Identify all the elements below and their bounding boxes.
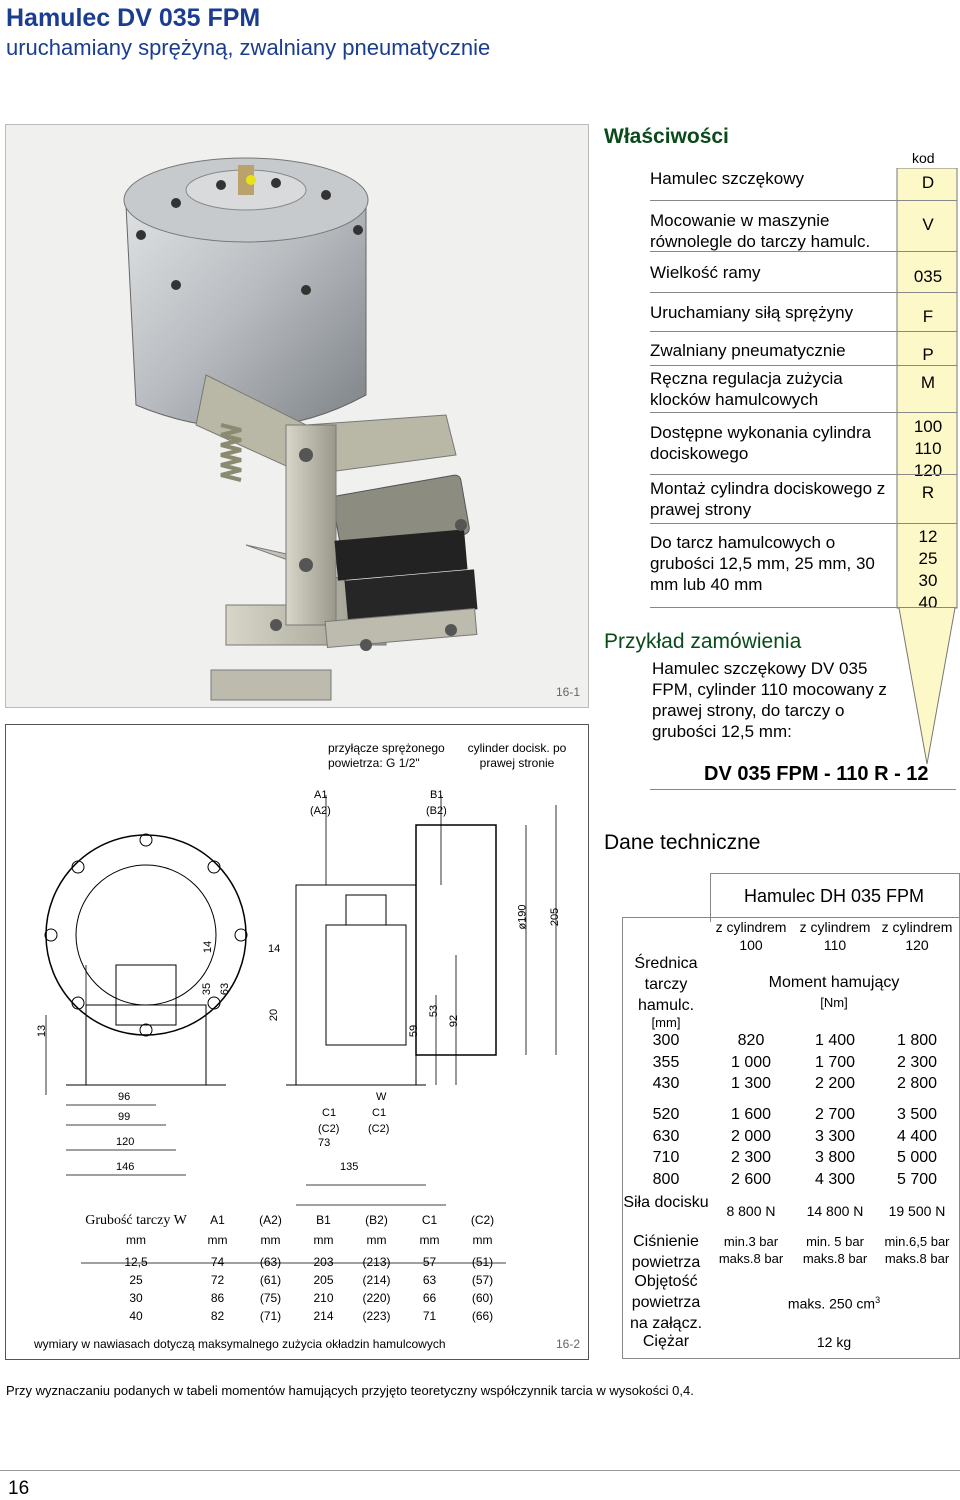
moment-value: 2 300 bbox=[730, 1149, 772, 1166]
tech-table-title: Hamulec DH 035 FPM bbox=[743, 886, 925, 906]
dimension-row bbox=[81, 1289, 511, 1307]
order-text: Hamulec szczękowy DV 035 FPM, cylinder 110 mocowany z prawej strony, do tarczy o grubości 12,5 mm: bbox=[652, 659, 887, 741]
dim-unit: mm bbox=[366, 1233, 387, 1247]
dim-146: 146 bbox=[116, 1161, 135, 1173]
dim-59: 59 bbox=[408, 1024, 421, 1038]
dimension-cell: 40 bbox=[129, 1309, 143, 1323]
pressure-110: min. 5 bar maks.8 bar bbox=[802, 1234, 868, 1266]
moment-diameter: 300 bbox=[652, 1032, 680, 1049]
moment-value: 1 000 bbox=[730, 1053, 772, 1071]
dimension-cell: 210 bbox=[313, 1291, 334, 1305]
drawing-page-code: 16-2 bbox=[555, 1337, 580, 1351]
dimension-cell: (71) bbox=[259, 1309, 282, 1323]
weight-value: 12 kg bbox=[816, 1334, 852, 1350]
dim-20: 20 bbox=[268, 1008, 281, 1022]
moment-value: 2 700 bbox=[814, 1106, 856, 1123]
dim-th-b2: (B2) bbox=[365, 1213, 388, 1227]
dimension-table-body bbox=[81, 1253, 511, 1325]
dimension-row bbox=[81, 1307, 511, 1325]
force-100: 8 800 N bbox=[726, 1203, 776, 1219]
moment-diameter: 430 bbox=[652, 1075, 680, 1092]
moment-diameter: 520 bbox=[652, 1106, 680, 1123]
dim-unit: mm bbox=[472, 1233, 493, 1247]
label-w: W bbox=[376, 1091, 387, 1103]
moment-value: 1 700 bbox=[814, 1053, 856, 1071]
photo-page-code: 16-1 bbox=[555, 685, 580, 699]
pressure-label: Ciśnienie powietrza bbox=[631, 1233, 701, 1271]
pressure-100: min.3 bar maks.8 bar bbox=[718, 1234, 784, 1266]
property-code: 035 bbox=[913, 267, 943, 286]
dim-unit: mm bbox=[313, 1233, 334, 1247]
dimension-cell: 203 bbox=[313, 1255, 334, 1269]
dim-th-w: Grubość tarczy W bbox=[85, 1213, 187, 1228]
property-label: Uruchamiany siłą sprężyny bbox=[650, 303, 854, 322]
dim-120: 120 bbox=[116, 1136, 135, 1148]
label-c1-b: C1 bbox=[372, 1107, 387, 1119]
dimension-row bbox=[81, 1271, 511, 1289]
dimension-cell: 12,5 bbox=[124, 1255, 148, 1269]
moment-value: 1 300 bbox=[730, 1075, 772, 1092]
dimension-cell: 57 bbox=[422, 1255, 437, 1269]
order-code: DV 035 FPM - 110 R - 12 bbox=[704, 763, 929, 785]
dim-190: ø190 bbox=[516, 904, 529, 930]
property-label: Hamulec szczękowy bbox=[650, 169, 804, 188]
force-110: 14 800 N bbox=[806, 1203, 864, 1219]
dimension-cell: 82 bbox=[210, 1309, 225, 1323]
moment-unit: [Nm] bbox=[820, 995, 848, 1010]
moment-value: 3 500 bbox=[896, 1106, 938, 1123]
property-code: 100 110 120 bbox=[913, 417, 943, 480]
dimension-cell: (223) bbox=[362, 1309, 391, 1323]
moment-value: 2 300 bbox=[896, 1053, 938, 1071]
property-divider bbox=[650, 251, 957, 252]
moment-diameter: 800 bbox=[652, 1170, 680, 1188]
property-divider bbox=[650, 412, 957, 413]
dimension-row bbox=[81, 1253, 511, 1271]
property-label: Ręczna regulacja zużycia klocków hamulcowych bbox=[650, 369, 843, 409]
product-photo bbox=[5, 124, 589, 708]
property-code: 12 25 30 40 bbox=[918, 527, 938, 612]
dimension-cell: 63 bbox=[422, 1273, 437, 1287]
dim-92: 92 bbox=[448, 1014, 461, 1028]
footnote: Przy wyznaczaniu podanych w tabeli momentów hamujących przyjęto teoretyczny współczynnik tarcia w wysokości 0,4. bbox=[6, 1383, 694, 1398]
dimension-cell: (213) bbox=[362, 1255, 391, 1269]
dimension-cell: 86 bbox=[210, 1291, 225, 1305]
weight-label: Ciężar bbox=[642, 1333, 690, 1350]
property-label: Dostępne wykonania cylindra dociskowego bbox=[650, 423, 872, 463]
moment-diameter: 630 bbox=[652, 1127, 680, 1145]
property-code: P bbox=[922, 345, 934, 364]
diameter-unit: [mm] bbox=[651, 1015, 681, 1030]
dim-73: 73 bbox=[318, 1137, 331, 1149]
dim-35: 35 bbox=[201, 982, 214, 996]
dimension-table bbox=[81, 1213, 511, 1325]
label-c1-a: C1 bbox=[322, 1107, 337, 1119]
moment-value: 5 000 bbox=[896, 1149, 938, 1166]
dim-14-b: 14 bbox=[268, 943, 281, 955]
dimension-cell: (63) bbox=[259, 1255, 282, 1269]
property-label: Wielkość ramy bbox=[650, 263, 761, 282]
moment-value: 2 600 bbox=[730, 1170, 772, 1188]
dimension-cell: 25 bbox=[129, 1273, 143, 1287]
property-divider bbox=[650, 365, 957, 366]
moment-header: Moment hamujący bbox=[768, 974, 900, 991]
dimension-cell: (61) bbox=[259, 1273, 282, 1287]
dimension-cell: (220) bbox=[362, 1291, 391, 1305]
label-c2-a: (C2) bbox=[318, 1123, 340, 1135]
force-label: Siła docisku bbox=[623, 1194, 709, 1211]
footer-rule bbox=[0, 1470, 960, 1471]
moment-value: 1 800 bbox=[896, 1032, 938, 1049]
property-label: Zwalniany pneumatycznie bbox=[650, 341, 846, 360]
label-a1: A1 bbox=[314, 789, 328, 801]
property-code: V bbox=[922, 215, 934, 234]
dimension-cell: (60) bbox=[471, 1291, 494, 1305]
page-number: 16 bbox=[8, 1478, 30, 1499]
dim-th-c1: C1 bbox=[421, 1213, 438, 1227]
property-divider bbox=[650, 331, 957, 332]
pressure-120: min.6,5 bar maks.8 bar bbox=[884, 1234, 950, 1266]
property-code: R bbox=[921, 483, 935, 502]
moment-value: 4 400 bbox=[896, 1127, 938, 1145]
page-title: Hamulec DV 035 FPM bbox=[6, 4, 261, 32]
dim-unit: mm bbox=[419, 1233, 440, 1247]
dim-13: 13 bbox=[36, 1024, 49, 1038]
property-divider bbox=[650, 292, 957, 293]
dimension-cell: 30 bbox=[129, 1291, 143, 1305]
property-label: Montaż cylindra dociskowego z prawej strony bbox=[650, 479, 886, 519]
dimension-cell: 74 bbox=[210, 1255, 225, 1269]
technical-drawing bbox=[5, 724, 589, 1360]
property-code: M bbox=[920, 373, 936, 392]
order-heading: Przykład zamówienia bbox=[604, 630, 802, 653]
dimension-cell: (66) bbox=[471, 1309, 494, 1323]
property-label: Mocowanie w maszynie równolegle do tarczy hamulc. bbox=[650, 211, 871, 251]
dimension-cell: 72 bbox=[210, 1273, 225, 1287]
property-divider bbox=[650, 607, 957, 608]
order-divider bbox=[650, 789, 956, 790]
dimension-cell: (51) bbox=[471, 1255, 494, 1269]
moment-value: 1 400 bbox=[814, 1032, 856, 1049]
dim-63: 63 bbox=[219, 982, 232, 996]
properties-heading: Właściwości bbox=[604, 125, 729, 148]
cylinder-callout: cylinder docisk. po prawej stronie bbox=[467, 741, 567, 770]
dim-th-a2: (A2) bbox=[259, 1213, 282, 1227]
page-subtitle: uruchamiany sprężyną, zwalniany pneumatycznie bbox=[6, 35, 491, 60]
dim-th-b1: B1 bbox=[316, 1213, 331, 1227]
dimension-cell: (57) bbox=[471, 1273, 494, 1287]
dim-unit: mm bbox=[260, 1233, 281, 1247]
property-label: Do tarcz hamulcowych o grubości 12,5 mm, 25 mm, 30 mm lub 40 mm bbox=[650, 533, 875, 594]
dim-53: 53 bbox=[428, 1004, 441, 1018]
dim-th-a1: A1 bbox=[210, 1213, 225, 1227]
cyl-header-110: z cylindrem 110 bbox=[799, 919, 871, 953]
dimension-cell: 71 bbox=[422, 1309, 437, 1323]
moment-value: 2 000 bbox=[730, 1127, 772, 1145]
property-code: D bbox=[921, 173, 935, 192]
label-b1: B1 bbox=[430, 789, 444, 801]
volume-label: Objętość powietrza na załącz. bbox=[629, 1273, 703, 1332]
property-divider bbox=[650, 200, 957, 201]
dim-96: 96 bbox=[118, 1091, 131, 1103]
volume-value: maks. 250 $cm^3$ bbox=[787, 1295, 881, 1312]
property-divider bbox=[650, 523, 957, 524]
property-divider bbox=[650, 474, 957, 475]
dim-14-a: 14 bbox=[202, 940, 215, 954]
moment-diameter: 355 bbox=[652, 1053, 680, 1071]
dimension-cell: (214) bbox=[362, 1273, 391, 1287]
moment-value: 2 800 bbox=[896, 1075, 938, 1092]
dim-unit: mm bbox=[207, 1233, 228, 1247]
code-header: kod bbox=[912, 150, 935, 166]
dim-135: 135 bbox=[340, 1161, 359, 1173]
dim-99: 99 bbox=[118, 1111, 131, 1123]
brake-illustration bbox=[6, 125, 588, 707]
label-a2: (A2) bbox=[310, 805, 331, 817]
force-120: 19 500 N bbox=[888, 1203, 946, 1219]
diameter-header: Średnica tarczy hamulc. bbox=[634, 955, 698, 1014]
moment-value: 3 300 bbox=[814, 1127, 856, 1145]
dim-205: 205 bbox=[549, 907, 562, 927]
air-connection-callout: przyłącze sprężonego powietrza: G 1/2" bbox=[328, 741, 445, 770]
moment-value: 2 200 bbox=[814, 1075, 856, 1092]
cyl-header-120: z cylindrem 120 bbox=[881, 919, 953, 953]
tech-heading: Dane techniczne bbox=[604, 831, 761, 854]
dimension-cell: 214 bbox=[313, 1309, 334, 1323]
dimension-cell: 66 bbox=[422, 1291, 437, 1305]
drawing-note: wymiary w nawiasach dotyczą maksymalnego zużycia okładzin hamulcowych bbox=[34, 1337, 446, 1351]
label-c2-b: (C2) bbox=[368, 1123, 390, 1135]
moment-value: 3 800 bbox=[814, 1149, 856, 1166]
label-b2: (B2) bbox=[426, 805, 447, 817]
moment-value: 1 600 bbox=[730, 1106, 772, 1123]
moment-diameter: 710 bbox=[652, 1149, 680, 1166]
moment-value: 4 300 bbox=[814, 1170, 856, 1188]
dimension-cell: (75) bbox=[259, 1291, 282, 1305]
dim-unit: mm bbox=[126, 1233, 146, 1247]
moment-value: 820 bbox=[737, 1032, 765, 1049]
moment-value: 5 700 bbox=[896, 1170, 938, 1188]
dimension-cell: 205 bbox=[313, 1273, 334, 1287]
cyl-header-100: z cylindrem 100 bbox=[715, 919, 787, 953]
dim-th-c2: (C2) bbox=[470, 1213, 495, 1227]
property-code: F bbox=[922, 307, 934, 326]
